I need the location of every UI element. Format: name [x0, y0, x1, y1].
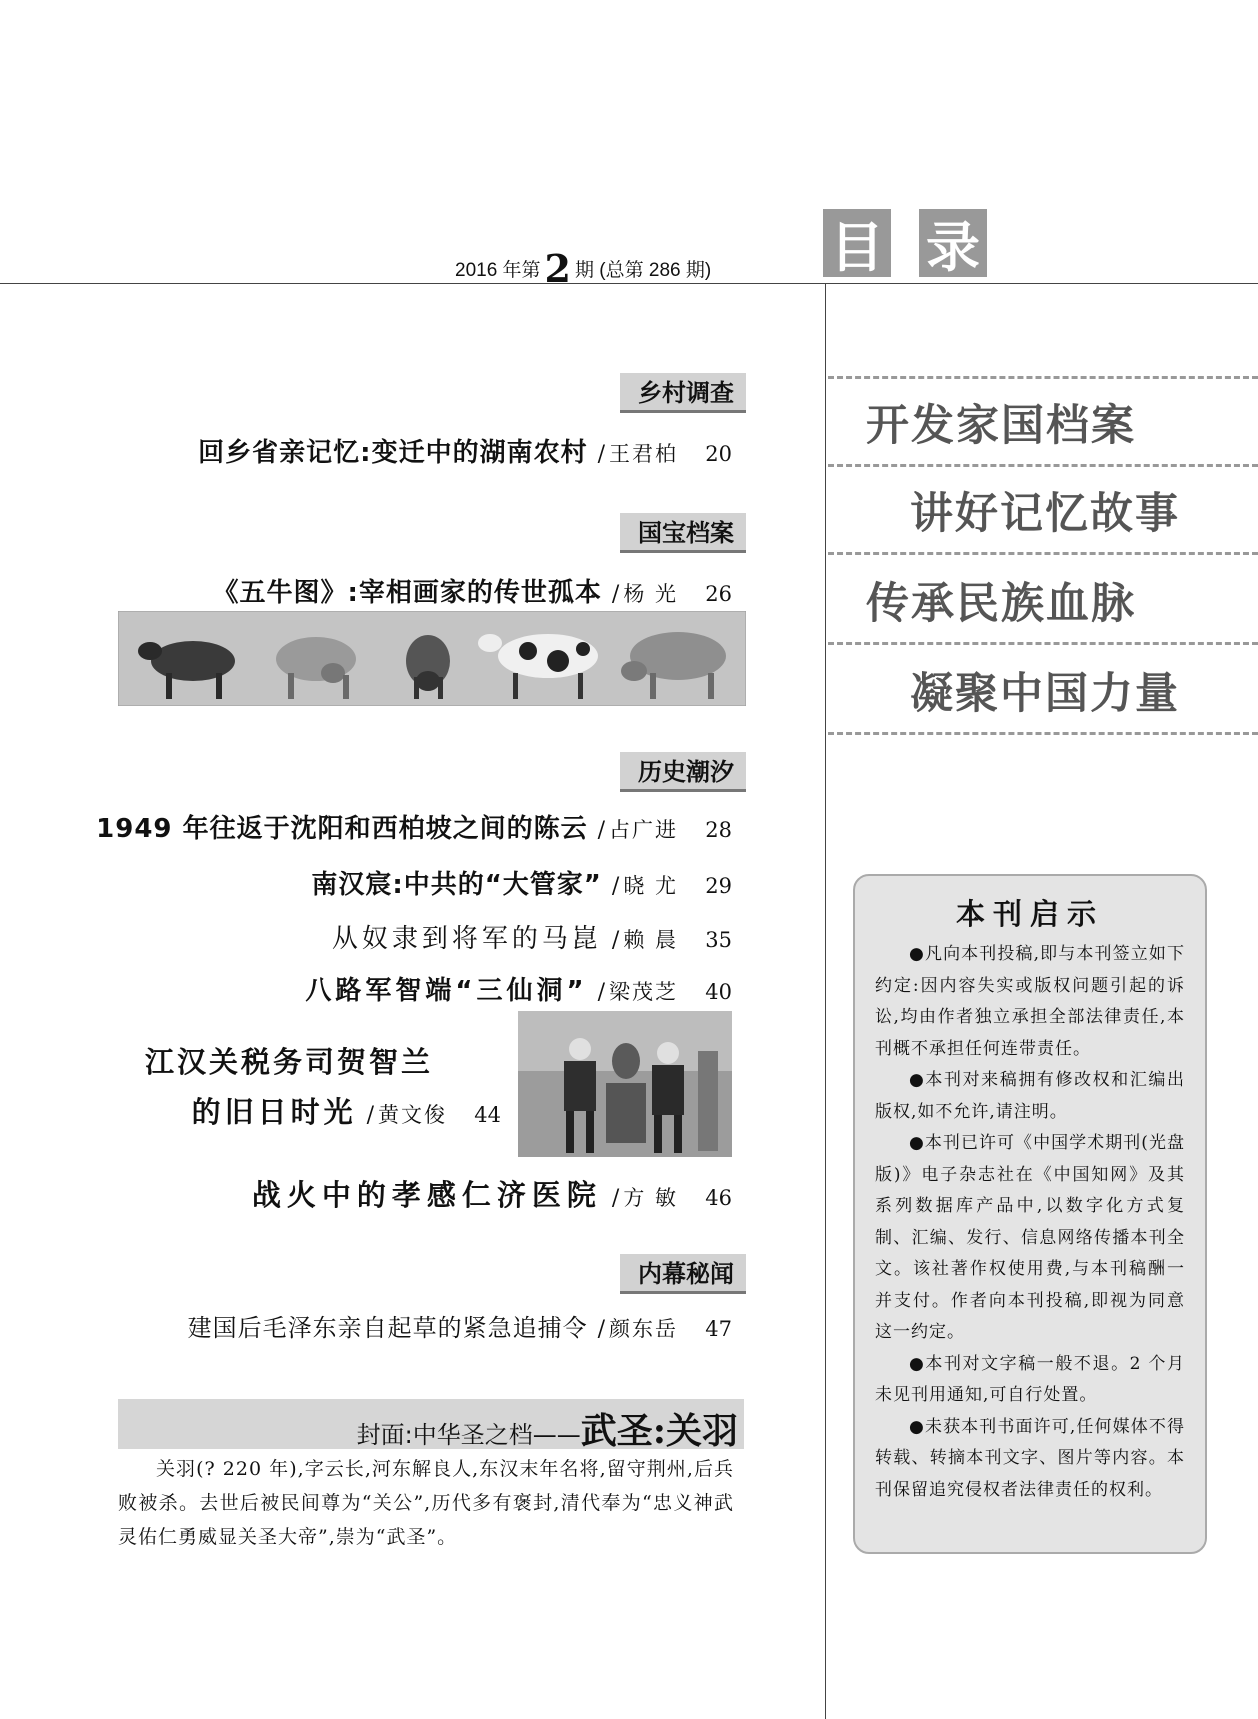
entry-separator: / — [366, 1103, 374, 1128]
entry-author: 黄文俊 — [378, 1103, 447, 1127]
entry-separator: / — [597, 980, 605, 1005]
entry-separator: / — [597, 442, 605, 467]
issue-suffix: 期 (总第 286 期) — [575, 260, 712, 281]
entry-separator: / — [611, 928, 620, 953]
entry-title: 战火中的孝感仁济医院 — [251, 1178, 602, 1212]
section-label-rural: 乡村调查 — [620, 373, 746, 413]
entry-page: 46 — [705, 1186, 732, 1210]
entry-separator: / — [611, 874, 620, 899]
five-oxen-painting-image — [118, 611, 746, 706]
cover-description: 关羽(? 220 年),字云长,河东解良人,东汉末年名将,留守荆州,后兵败被杀。去世后被民间尊为“关公”,历代多有褒封,清代奉为“忠义神武灵佑仁勇威显关圣大帝”,崇为“武圣”。 — [118, 1458, 734, 1548]
toc-entry[interactable] — [305, 970, 732, 1007]
entry-author: 梁茂芝 — [609, 980, 678, 1004]
entry-separator: / — [611, 582, 620, 607]
section-label-insider: 内幕秘闻 — [620, 1254, 746, 1294]
bullet-icon: ● — [909, 1133, 925, 1153]
five-oxen-illustration — [118, 611, 746, 706]
entry-author: 颜东岳 — [609, 1317, 678, 1341]
issue-prefix: 2016 年第 — [455, 260, 541, 281]
entry-page: 26 — [705, 582, 732, 606]
entry-author: 方 敏 — [623, 1186, 678, 1210]
dashed-rule — [828, 464, 1258, 467]
entry-page: 35 — [705, 928, 732, 952]
slogan-4: 凝聚中国力量 — [910, 669, 1180, 719]
two-men-photo-illustration — [518, 1011, 732, 1157]
entry-title-line-1[interactable]: 江汉关税务司贺智兰 — [145, 1045, 434, 1079]
entry-title: 从奴隶到将军的马崑 — [331, 924, 602, 954]
notice-paragraph: ●凡向本刊投稿,即与本刊签立如下约定:因内容失实或版权问题引起的诉讼,均由作者独立承担全部法律责任,本刊概不承担任何连带责任。 — [875, 944, 1185, 1059]
notice-paragraph: ●未获本刊书面许可,任何媒体不得转载、转摘本刊文字、图片等内容。本刊保留追究侵权者法律责任的权利。 — [875, 1416, 1185, 1500]
toc-entry[interactable] — [252, 1173, 732, 1214]
entry-author: 王君柏 — [609, 442, 678, 466]
issue-number: 2 — [544, 246, 571, 291]
notice-paragraph: ●本刊对来稿拥有修改权和汇编出版权,如不允许,请注明。 — [875, 1070, 1185, 1122]
column-divider — [825, 283, 826, 1719]
entry-title-line-2: 的旧日时光 — [191, 1095, 357, 1129]
entry-page: 20 — [705, 442, 732, 466]
historic-photo-image — [518, 1011, 732, 1157]
entry-title: 1949 年往返于沈阳和西柏坡之间的陈云 — [96, 814, 588, 844]
slogan-2: 讲好记忆故事 — [910, 489, 1180, 539]
bullet-icon: ● — [909, 1416, 925, 1437]
entry-page: 28 — [705, 818, 732, 842]
cover-prefix: 封面:中华圣之档—— — [356, 1421, 581, 1449]
entry-author: 占广进 — [609, 818, 678, 842]
dashed-rule — [828, 376, 1258, 379]
header-rule — [0, 283, 1258, 284]
dashed-rule — [828, 552, 1258, 555]
bullet-icon: ● — [909, 1070, 926, 1090]
entry-page: 29 — [705, 874, 732, 898]
dashed-rule — [828, 642, 1258, 645]
toc-entry[interactable] — [332, 918, 732, 955]
entry-title: 建国后毛泽东亲自起草的紧急追捕令 — [187, 1314, 588, 1342]
notice-paragraph: ●本刊对文字稿一般不退。2 个月未见刊用通知,可自行处置。 — [875, 1353, 1185, 1405]
slogan-1: 开发家国档案 — [866, 401, 1136, 451]
cover-caption — [357, 1403, 738, 1454]
entry-author: 晓 尤 — [623, 874, 678, 898]
entry-title: 南汉宸:中共的“大管家” — [311, 870, 602, 900]
entry-separator: / — [597, 1317, 605, 1342]
issue-line — [455, 246, 711, 291]
entry-page: 44 — [474, 1103, 501, 1127]
bullet-icon: ● — [909, 944, 925, 964]
entry-page: 40 — [705, 980, 732, 1004]
section-label-history: 历史潮汐 — [620, 752, 746, 792]
toc-entry[interactable] — [96, 808, 732, 845]
cover-name: 武圣:关羽 — [580, 1410, 738, 1452]
toc-entry[interactable] — [188, 1308, 732, 1343]
entry-author: 杨 光 — [623, 582, 678, 606]
entry-title: 八路军智端“三仙洞” — [305, 976, 588, 1006]
entry-title: 回乡省亲记忆:变迁中的湖南农村 — [198, 438, 588, 468]
toc-entry[interactable] — [198, 432, 732, 469]
notice-box — [853, 874, 1207, 1554]
entry-page: 47 — [705, 1317, 732, 1341]
dashed-rule — [828, 732, 1258, 735]
section-label-treasure: 国宝档案 — [620, 513, 746, 553]
toc-title-char-2: 录 — [919, 209, 987, 277]
notice-paragraph: ●本刊已许可《中国学术期刊(光盘版)》电子杂志社在《中国知网》及其系列数据库产品中,以数字化方式复制、汇编、发行、信息网络传播本刊全文。该社著作权使用费,与本刊稿酬一并支付。作者向本刊投稿,即视为同意这一约定。 — [875, 1133, 1185, 1342]
slogan-3: 传承民族血脉 — [866, 579, 1136, 629]
toc-title-char-1: 目 — [823, 209, 891, 277]
toc-entry[interactable] — [192, 1090, 501, 1131]
notice-title: 本刊启示 — [955, 897, 1104, 931]
entry-separator: / — [597, 818, 605, 843]
entry-separator: / — [611, 1186, 620, 1211]
toc-entry[interactable] — [212, 572, 732, 609]
entry-author: 赖 晨 — [623, 928, 678, 952]
entry-title: 《五牛图》:宰相画家的传世孤本 — [212, 578, 602, 608]
toc-entry[interactable] — [311, 864, 732, 901]
bullet-icon: ● — [909, 1353, 926, 1374]
